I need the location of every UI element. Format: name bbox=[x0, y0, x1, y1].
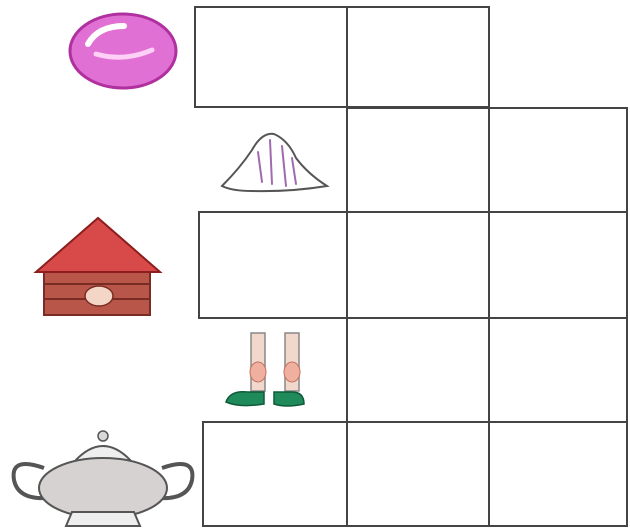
letter-box[interactable] bbox=[203, 422, 347, 526]
legs-icon bbox=[226, 333, 304, 406]
letter-boxes bbox=[195, 7, 489, 107]
letter-boxes bbox=[347, 108, 627, 212]
letter-box[interactable] bbox=[195, 7, 347, 107]
worksheet-row bbox=[70, 7, 489, 107]
mountain-icon bbox=[222, 134, 327, 191]
house-icon bbox=[36, 218, 160, 315]
letter-box[interactable] bbox=[347, 7, 489, 107]
worksheet-row bbox=[14, 422, 627, 526]
worksheet-row bbox=[36, 212, 627, 318]
worksheet-row bbox=[222, 108, 627, 212]
letter-boxes bbox=[347, 318, 627, 422]
letter-box[interactable] bbox=[199, 212, 347, 318]
letter-box[interactable] bbox=[347, 108, 489, 212]
letter-boxes bbox=[203, 422, 627, 526]
letter-boxes bbox=[199, 212, 627, 318]
letter-box[interactable] bbox=[489, 108, 627, 212]
letter-box[interactable] bbox=[347, 422, 489, 526]
letter-box[interactable] bbox=[347, 318, 489, 422]
worksheet-row bbox=[226, 318, 627, 422]
letter-box[interactable] bbox=[489, 422, 627, 526]
letter-box[interactable] bbox=[347, 212, 489, 318]
letter-box[interactable] bbox=[489, 318, 627, 422]
teapot-icon bbox=[14, 431, 193, 526]
letter-box[interactable] bbox=[489, 212, 627, 318]
bead-icon bbox=[70, 14, 176, 88]
